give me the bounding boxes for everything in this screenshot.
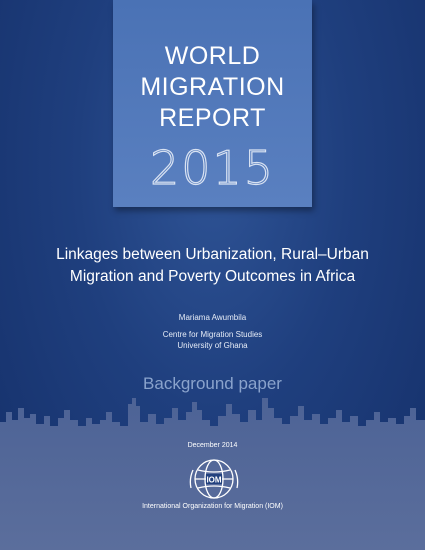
report-title (113, 41, 312, 134)
author-affiliation (0, 329, 425, 351)
author-name: Mariama Awumbila (178, 313, 247, 322)
iom-globe-logo-icon (189, 458, 239, 500)
paper-subtitle (10, 244, 415, 288)
subtitle-line-1: Linkages between Urbanization, Rural–Urban (56, 246, 369, 263)
report-year: 2015 (149, 141, 276, 195)
affiliation-line-2: University of Ghana (177, 341, 248, 350)
organization-name: International Organization for Migration (IOM) (142, 503, 283, 510)
affiliation-line-1: Centre for Migration Studies (162, 330, 263, 339)
publication-date: December 2014 (187, 442, 238, 449)
logo-text: IOM (206, 475, 222, 485)
title-line-2: MIGRATION (140, 73, 285, 101)
title-box (113, 0, 312, 207)
subtitle-line-2: Migration and Poverty Outcomes in Africa (69, 268, 356, 285)
background-paper-label: Background paper (143, 374, 282, 393)
title-line-3: REPORT (159, 104, 266, 132)
title-line-1: WORLD (164, 42, 261, 70)
